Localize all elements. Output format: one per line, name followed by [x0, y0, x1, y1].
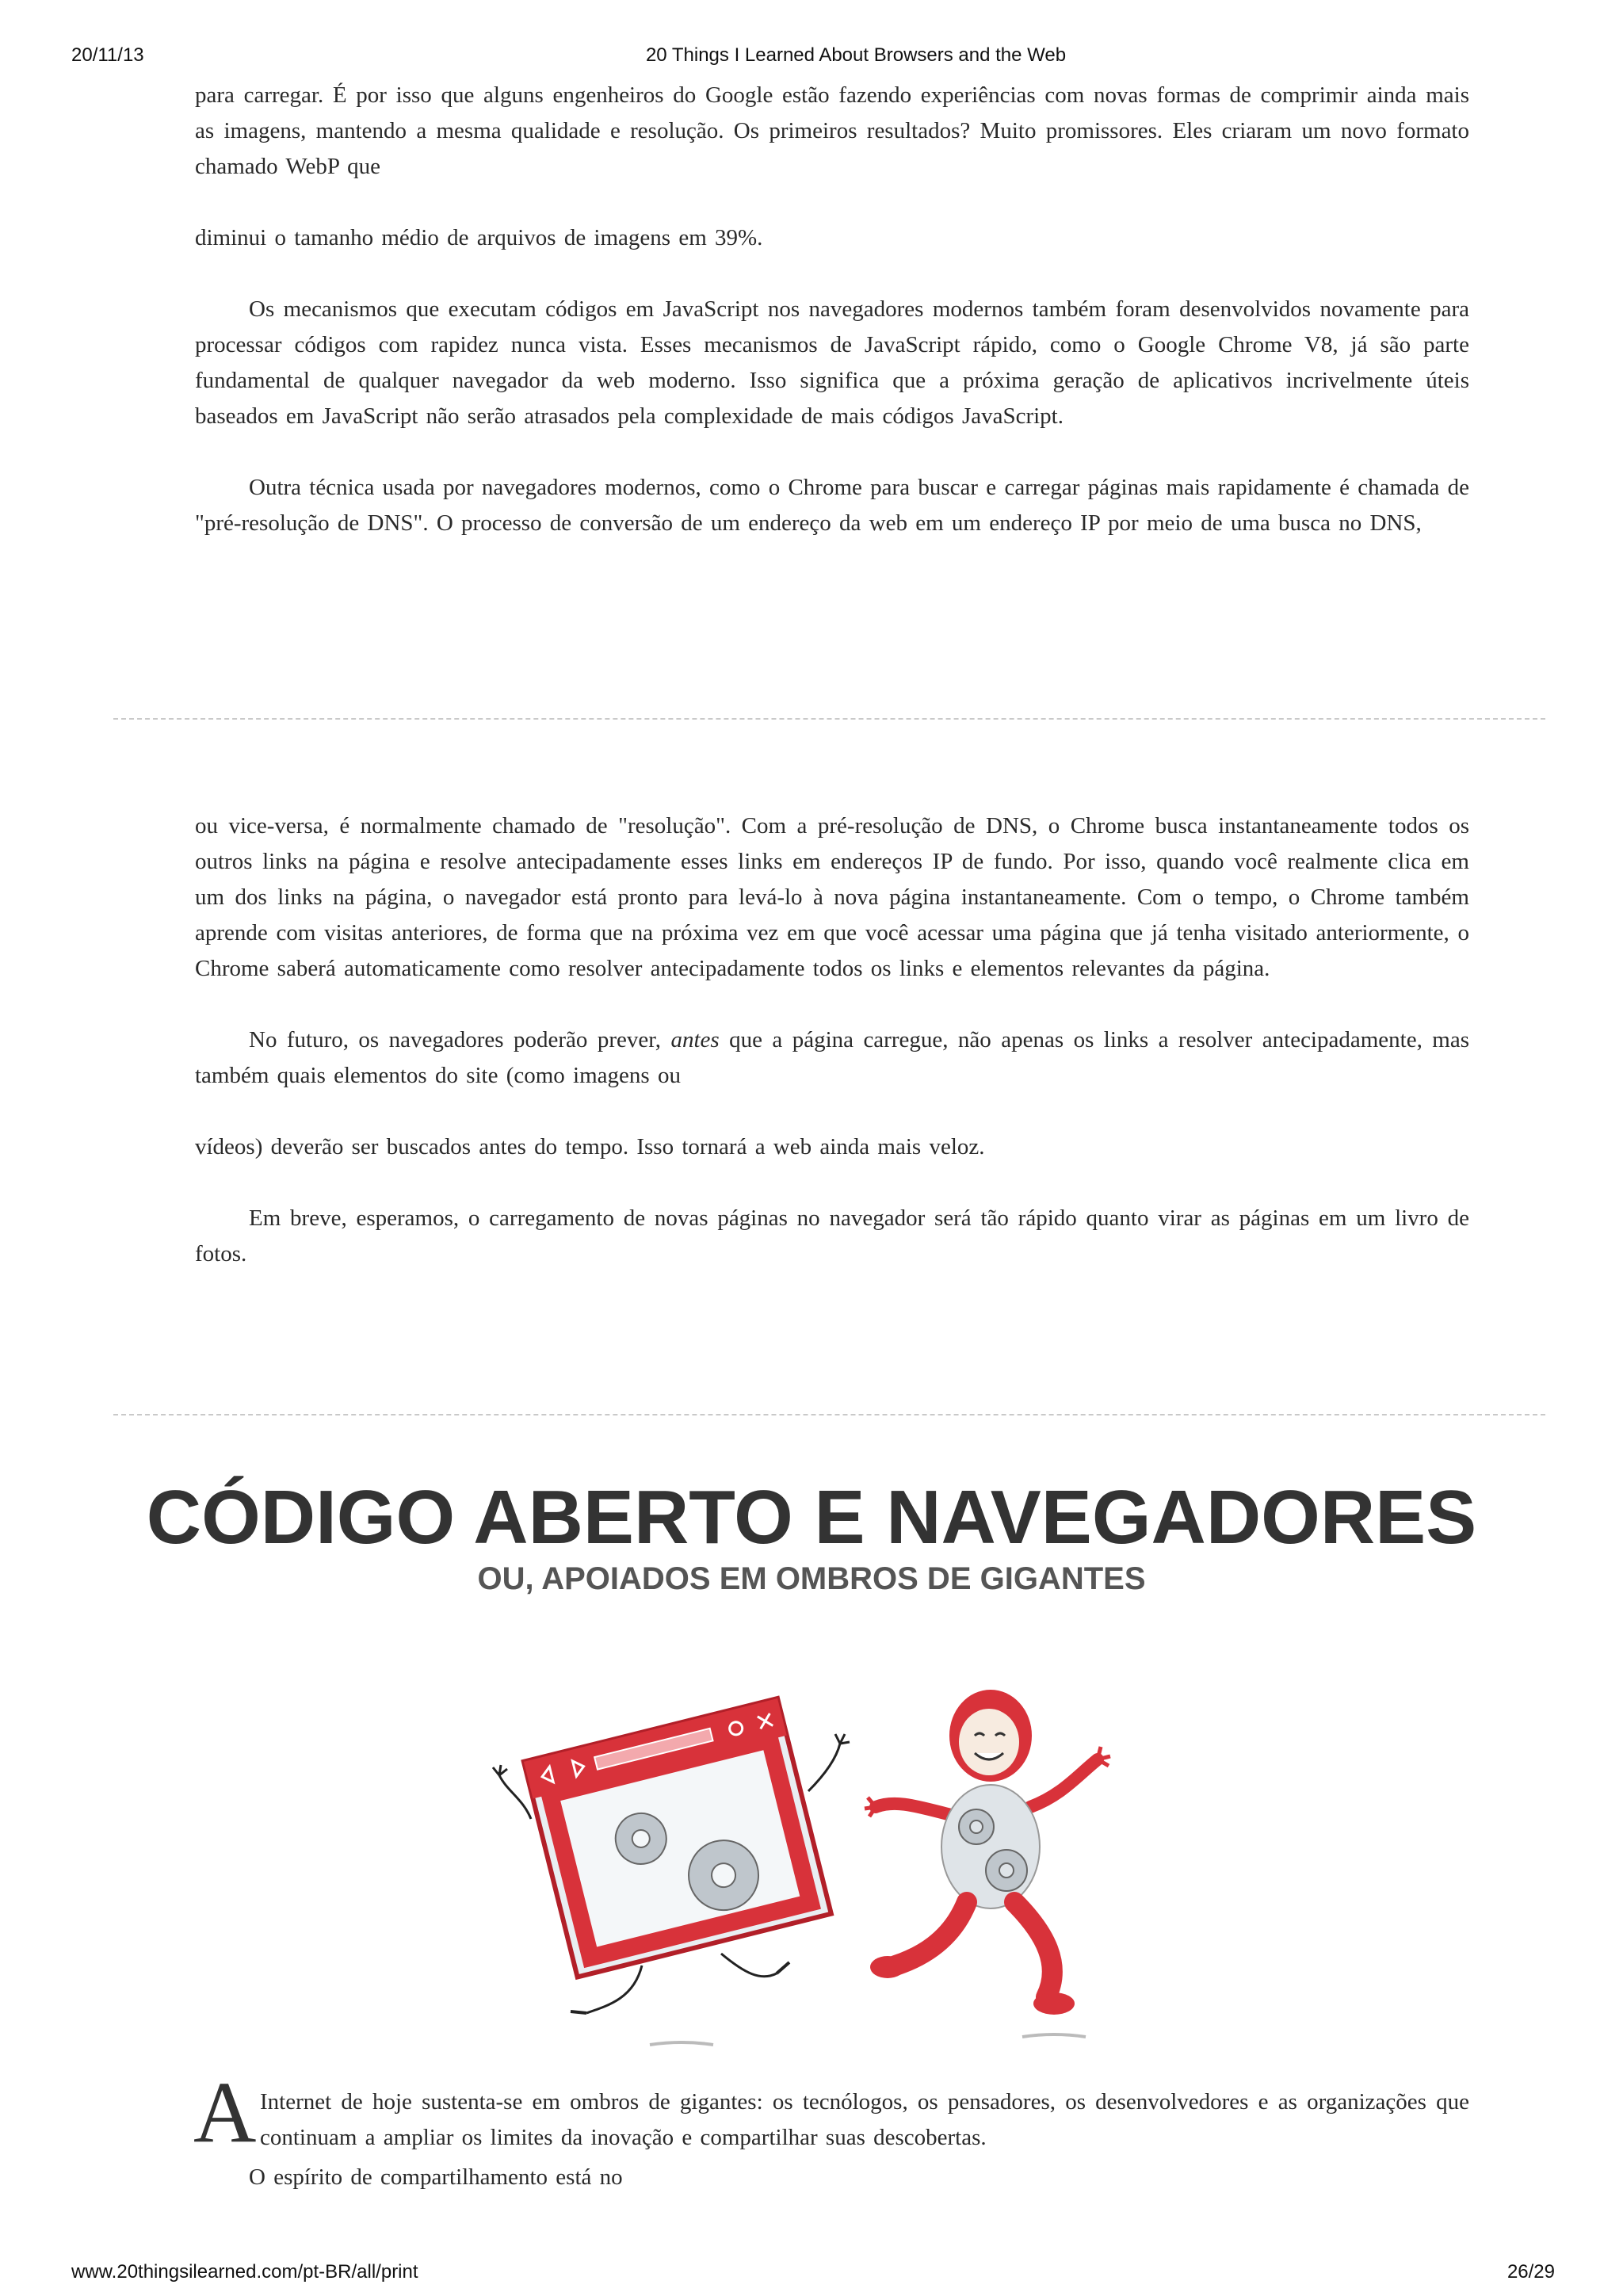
chapter-intro: [260, 2084, 1469, 2156]
section-1: [195, 78, 1469, 541]
paragraph: Outra técnica usada por navegadores modernos, como o Chrome para buscar e carregar páginas mais rapidamente é chamada de "pré-resolução de DNS". O processo de conversão de um endereço da web em um endereço IP por meio de uma busca no DNS,: [195, 475, 1469, 536]
section-2: [195, 808, 1469, 1272]
chapter-continuation: [249, 2160, 1469, 2195]
drop-cap: A: [193, 2064, 257, 2160]
chrome-character: [865, 1690, 1110, 2037]
print-page-number: 26/29: [1507, 2261, 1555, 2283]
paragraph: Os mecanismos que executam códigos em JavaScript nos navegadores modernos também foram desenvolvidos novamente para processar códigos com rapidez nunca vista. Esses mecanismos de JavaScript rápido, como o Google Chrome V8, já são parte fundamental de qualquer navegador da web moderno. Isso significa que a próxima geração de aplicativos incrivelmente úteis baseados em JavaScript não serão atrasados pela complexidade de mais códigos JavaScript.: [195, 296, 1469, 429]
section-divider: [113, 718, 1545, 720]
browser-characters-illustration: [475, 1680, 1157, 2053]
paragraph: para carregar. É por isso que alguns engenheiros do Google estão fazendo experiências com novas formas de comprimir ainda mais as imagens, mantendo a mesma qualidade e resolução. Os primeiros resultados? Muito promissores. Eles criaram um novo formato chamado WebP que: [195, 82, 1469, 179]
print-url: www.20thingsilearned.com/pt-BR/all/print: [71, 2261, 418, 2283]
print-date: 20/11/13: [71, 44, 144, 66]
print-page-title: 20 Things I Learned About Browsers and the Web: [645, 44, 1067, 66]
paragraph-text: No futuro, os navegadores poderão prever,: [249, 1027, 671, 1052]
paragraph: O espírito de compartilhamento está no: [249, 2164, 623, 2190]
paragraph-text: que a página carregue, não apenas os links a resolver antecipadamente, mas também quais elementos do site (como imagens ou: [195, 1027, 1469, 1088]
paragraph: Em breve, esperamos, o carregamento de novas páginas no navegador será tão rápido quanto virar as páginas em um livro de fotos.: [195, 1205, 1469, 1266]
paragraph: ou vice-versa, é normalmente chamado de "resolução". Com a pré-resolução de DNS, o Chrome busca instantaneamente todos os outros links na página e resolve antecipadamente esses links em endereços IP de fundo. Por isso, quando você realmente clica em um dos links na página, o navegador está pronto para levá-lo à nova página instantaneamente. Com o tempo, o Chrome também aprende com visitas anteriores, de forma que na próxima vez em que você acessar uma página que já tenha visitado anteriormente, o Chrome saberá automaticamente como resolver antecipadamente todos os links e elementos relevantes da página.: [195, 813, 1469, 981]
chapter-title: CÓDIGO ABERTO E NAVEGADORES: [146, 1475, 1477, 1560]
paragraph: diminui o tamanho médio de arquivos de imagens em 39%.: [195, 225, 763, 250]
browser-window-character: [493, 1698, 850, 2045]
emphasis-text: antes: [670, 1027, 720, 1052]
section-divider: [113, 1414, 1545, 1415]
paragraph: [195, 1022, 1469, 1094]
paragraph: vídeos) deverão ser buscados antes do tempo. Isso tornará a web ainda mais veloz.: [195, 1134, 985, 1159]
chapter-subtitle: OU, APOIADOS EM OMBROS DE GIGANTES: [477, 1561, 1146, 1596]
paragraph: Internet de hoje sustenta-se em ombros de gigantes: os tecnólogos, os pensadores, os desenvolvedores e as organizações que continuam a ampliar os limites da inovação e compartilhar suas descobertas.: [260, 2089, 1469, 2150]
